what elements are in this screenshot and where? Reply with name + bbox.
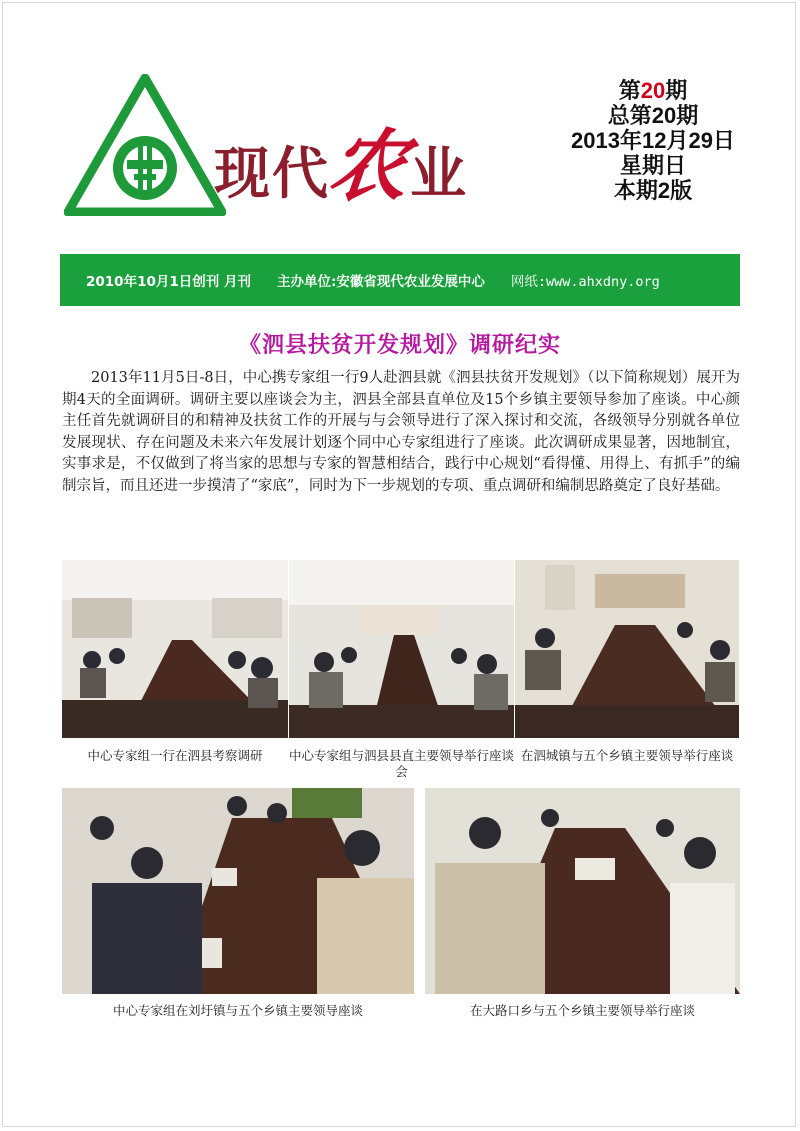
issue-info [548, 78, 758, 203]
newspaper-logo-icon [64, 74, 226, 216]
issue-total: 总第20期 [607, 103, 699, 128]
issue-pages: 本期2版 [613, 178, 693, 203]
issue-date: 2013年12月29日 [571, 128, 735, 153]
issue-weekday: 星期日 [619, 153, 686, 178]
meeting-photo-2 [289, 560, 514, 738]
banner-website: 网纸:www.ahxdny.org [510, 274, 660, 290]
masthead-banner [60, 254, 740, 306]
masthead-title-part1: 现代 [214, 142, 330, 207]
photo-caption-1: 中心专家组一行在泗县考察调研 [87, 748, 263, 763]
banner-founded: 2010年10月1日创刊 月刊 [86, 274, 251, 290]
photo-caption-2: 中心专家组与泗县县直主要领导举行座谈会 [289, 748, 515, 779]
article-body: 2013年11月5日-8日，中心携专家组一行9人赴泗县就《泗县扶贫开发规划》（以下简称规划）展开为期4天的全面调研。调研主要以座谈会为主，泗县全部县直单位及15个乡镇主要领导参加了座谈。中心颜主任首先就调研目的和精神及扶贫工作的开展与与会领导进行了深入探讨和交流，各级领导分别就各单位发展现状、存在问题及未来六年发展计划逐个同中心专家组进行了座谈。此次调研成果显著，因地制宜，实事求是，不仅做到了将当家的思想与专家的智慧相结合，践行中心规划“看得懂、用得上、有抓手”的编制宗旨，而且还进一步摸清了“家底”，同时为下一步规划的专项、重点调研和编制思路奠定了良好基础。 [62, 370, 740, 494]
meeting-photo-3 [515, 560, 739, 738]
meeting-photo-4 [62, 788, 414, 994]
photo-caption-4: 中心专家组在刘圩镇与五个乡镇主要领导座谈 [112, 1003, 363, 1018]
issue-number: 第20期 [618, 78, 688, 103]
masthead-title-part3: 业 [410, 142, 469, 207]
banner-host: 主办单位:安徽省现代农业发展中心 [276, 274, 485, 290]
photo-caption-5: 在大路口乡与五个乡镇主要领导举行座谈 [469, 1003, 695, 1018]
photo-caption-3: 在泗城镇与五个乡镇主要领导举行座谈 [520, 748, 734, 763]
meeting-photo-5 [425, 788, 740, 994]
masthead-title-part2: 农 [324, 122, 415, 212]
meeting-photo-1 [62, 560, 288, 738]
article-headline: 《泗县扶贫开发规划》调研纪实 [238, 333, 561, 358]
masthead-title [214, 104, 468, 216]
